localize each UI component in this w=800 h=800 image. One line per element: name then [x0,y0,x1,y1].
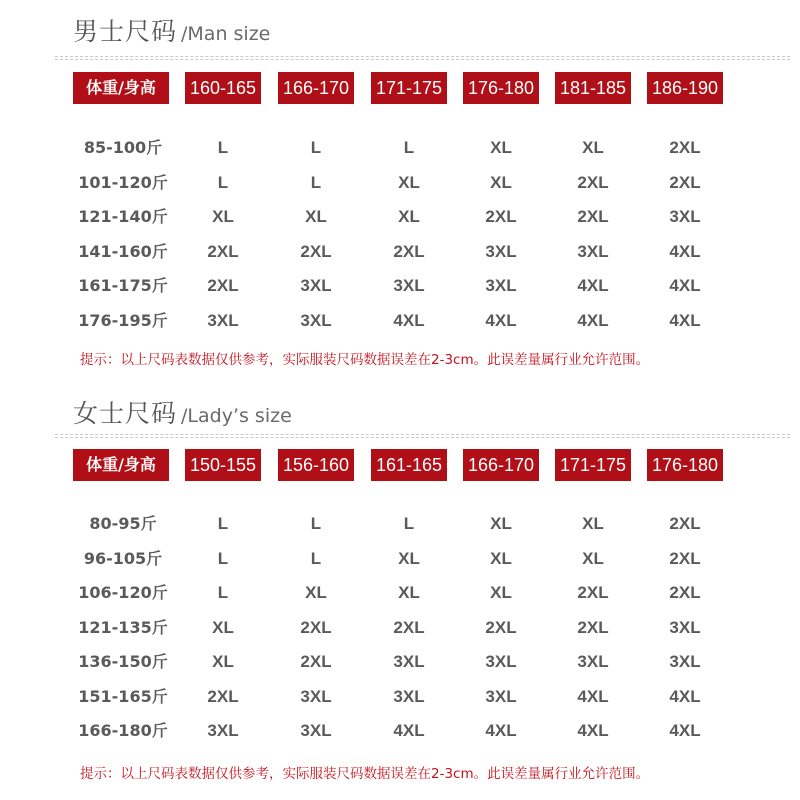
weight-range: 176-195斤 [78,310,168,330]
size-cell: 2XL [393,617,425,637]
table-row [0,509,800,539]
size-cell: 3XL [207,310,239,330]
men-header-label: 体重/身高 [73,72,169,104]
size-cell: 4XL [669,310,701,330]
women-height-5: 171-175 [555,449,631,481]
men-title-zh: 男士尺码 [73,17,178,46]
table-row [0,716,800,746]
women-title-zh: 女士尺码 [73,399,178,428]
size-cell: 3XL [393,276,425,295]
size-cell: L [217,583,229,602]
women-height-2: 156-160 [278,449,354,481]
size-cell: 4XL [577,721,609,740]
table-row [0,306,800,336]
size-cell: 4XL [485,721,517,740]
size-cell: 4XL [577,276,609,295]
size-cell: 3XL [485,276,517,295]
weight-range: 121-135斤 [78,617,168,637]
women-header-label: 体重/身高 [73,449,169,481]
table-row [0,613,800,643]
men-title-en: /Man size [181,23,271,45]
table-row [0,202,800,232]
size-cell: 4XL [393,310,425,330]
size-cell: 4XL [669,241,701,261]
men-height-4: 176-180 [463,72,539,104]
weight-range: 136-150斤 [78,652,168,671]
size-cell: 3XL [669,617,701,637]
size-cell: 3XL [485,686,517,706]
size-cell: 4XL [669,276,701,295]
size-cell: XL [305,583,327,602]
size-cell: 3XL [577,241,609,261]
size-cell: 3XL [300,310,332,330]
size-cell: XL [212,617,234,637]
size-cell: 3XL [485,241,517,261]
table-row [0,647,800,677]
size-cell: 4XL [577,310,609,330]
size-cell: 3XL [485,652,517,671]
size-cell: XL [398,172,420,192]
size-cell: 2XL [300,617,332,637]
table-row [0,133,800,163]
weight-range: 85-100斤 [83,138,163,157]
men-divider [55,56,790,60]
size-cell: 3XL [577,652,609,671]
size-cell: L [217,138,229,157]
men-height-1: 160-165 [185,72,261,104]
size-cell: 4XL [669,686,701,706]
size-cell: 2XL [577,172,609,192]
size-cell: 2XL [300,241,332,261]
size-cell: 2XL [669,548,701,568]
size-cell: 4XL [577,686,609,706]
size-cell: 2XL [669,138,701,157]
weight-range: 80-95斤 [89,514,157,533]
men-height-3: 171-175 [371,72,447,104]
size-cell: 2XL [207,276,239,295]
size-cell: 4XL [393,721,425,740]
size-cell: L [217,172,229,192]
men-height-6: 186-190 [647,72,723,104]
size-cell: 3XL [669,652,701,671]
table-row [0,168,800,198]
women-header-row [0,449,800,481]
women-note: 提示：以上尺码表数据仅供参考，实际服装尺码数据误差在2-3cm。此误差量属行业允许范围。 [80,766,650,782]
weight-range: 161-175斤 [78,276,168,295]
size-cell: XL [582,514,604,533]
size-cell: XL [582,548,604,568]
size-cell: 4XL [669,721,701,740]
size-cell: 2XL [577,207,609,226]
weight-range: 106-120斤 [78,583,168,602]
size-cell: 4XL [485,310,517,330]
women-height-1: 150-155 [185,449,261,481]
size-cell: L [217,514,229,533]
size-cell: XL [212,207,234,226]
men-note: 提示：以上尺码表数据仅供参考，实际服装尺码数据误差在2-3cm。此误差量属行业允许范围。 [80,352,650,368]
size-cell: XL [490,172,512,192]
table-row [0,544,800,574]
weight-range: 141-160斤 [78,241,168,261]
size-cell: L [403,138,415,157]
size-cell: 3XL [393,652,425,671]
size-cell: 2XL [669,514,701,533]
size-cell: XL [490,138,512,157]
women-divider [55,434,790,438]
men-height-2: 166-170 [278,72,354,104]
size-cell: 2XL [669,583,701,602]
size-cell: L [217,548,229,568]
women-height-4: 166-170 [463,449,539,481]
size-cell: L [310,172,322,192]
table-row [0,682,800,712]
size-cell: XL [305,207,327,226]
size-cell: 3XL [669,207,701,226]
size-cell: 2XL [577,617,609,637]
size-cell: XL [490,548,512,568]
size-cell: L [403,514,415,533]
size-cell: 2XL [577,583,609,602]
weight-range: 166-180斤 [78,721,168,740]
size-cell: L [310,138,322,157]
size-cell: XL [582,138,604,157]
men-height-5: 181-185 [555,72,631,104]
size-cell: L [310,514,322,533]
weight-range: 101-120斤 [78,172,168,192]
size-cell: 2XL [207,686,239,706]
size-cell: 2XL [207,241,239,261]
weight-range: 121-140斤 [78,207,168,226]
table-row [0,271,800,301]
size-cell: XL [490,514,512,533]
size-cell: 3XL [207,721,239,740]
women-title-en: /Lady’s size [181,405,292,427]
size-cell: XL [212,652,234,671]
table-row [0,237,800,267]
size-cell: 3XL [300,721,332,740]
size-cell: 3XL [300,276,332,295]
size-cell: XL [398,207,420,226]
weight-range: 96-105斤 [83,548,163,568]
size-cell: XL [490,583,512,602]
size-cell: L [310,548,322,568]
women-size-title [73,394,292,430]
size-cell: 2XL [485,207,517,226]
size-cell: 3XL [393,686,425,706]
men-size-title [73,12,270,48]
table-row [0,578,800,608]
women-height-3: 161-165 [371,449,447,481]
weight-range: 151-165斤 [78,686,168,706]
size-cell: 2XL [485,617,517,637]
women-height-6: 176-180 [647,449,723,481]
men-header-row [0,72,800,104]
size-cell: 2XL [393,241,425,261]
size-cell: XL [398,583,420,602]
size-cell: XL [398,548,420,568]
size-cell: 2XL [300,652,332,671]
size-cell: 3XL [300,686,332,706]
size-cell: 2XL [669,172,701,192]
